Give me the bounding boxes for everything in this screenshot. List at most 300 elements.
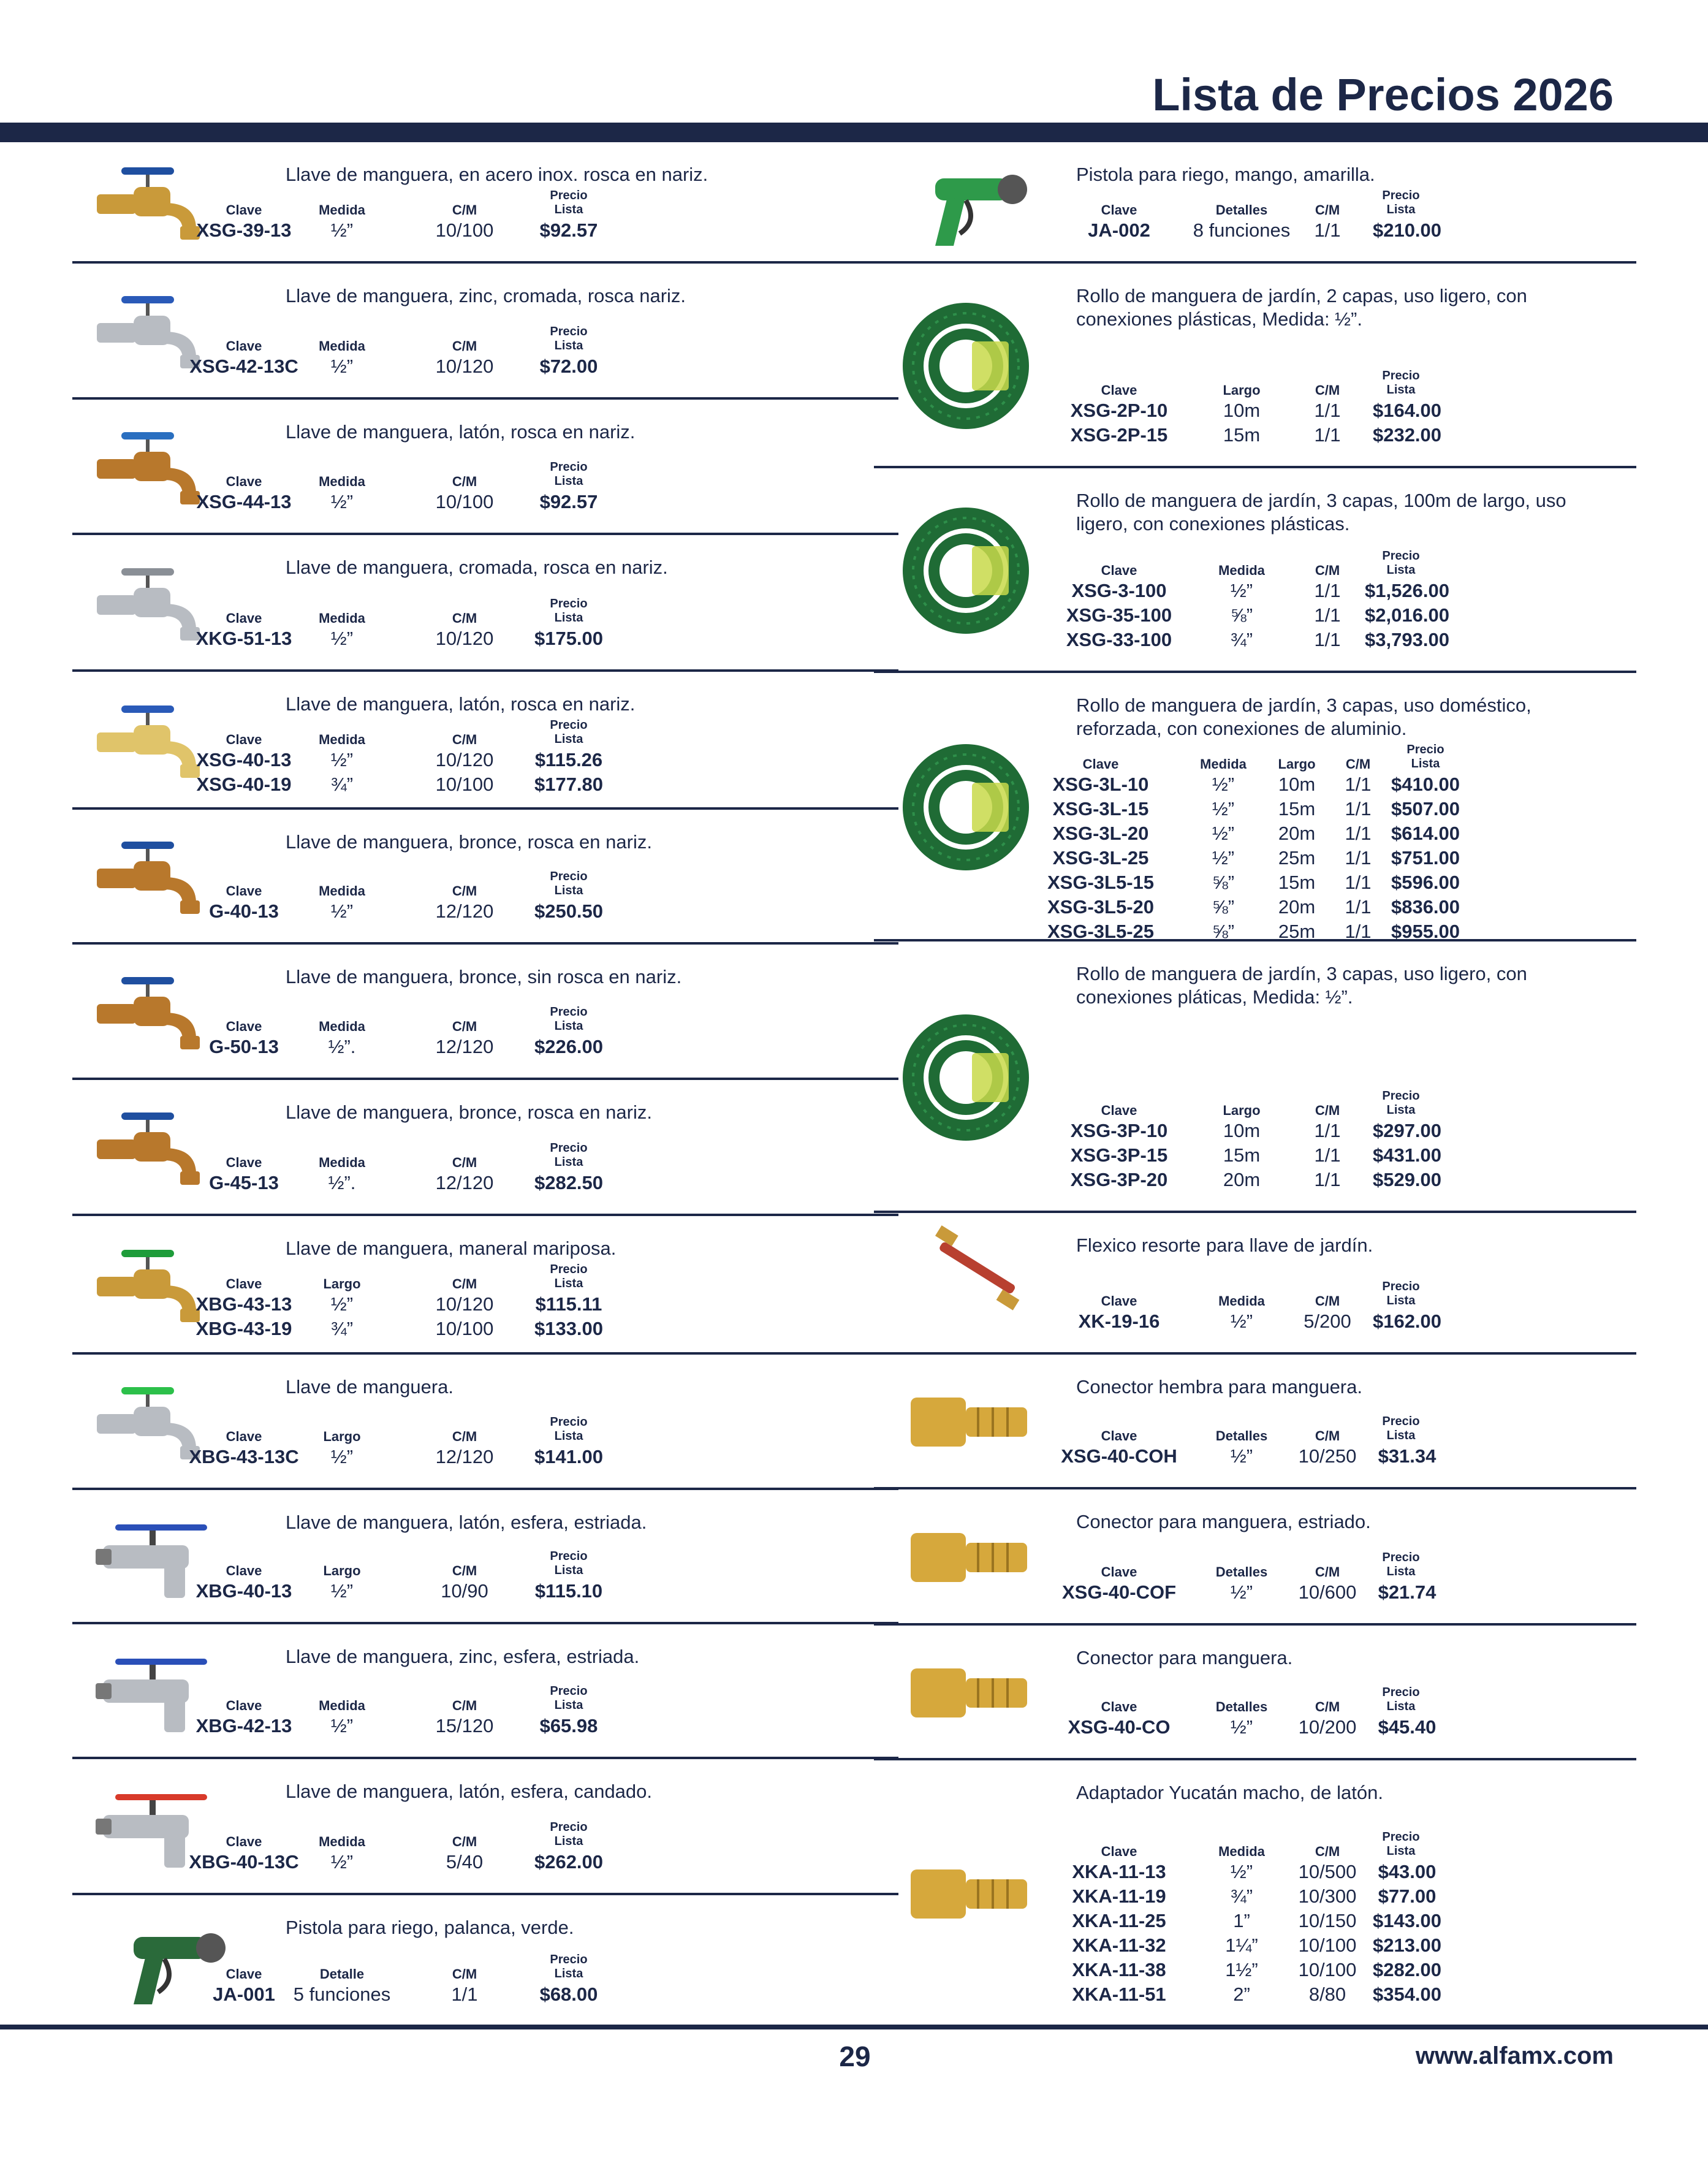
product-description: Pistola para riego, mango, amarilla. (1076, 164, 1375, 185)
pack-value: 10/600 (1298, 1581, 1357, 1603)
price-table (72, 1714, 898, 1738)
column-header: Detalle (319, 1966, 365, 1982)
product-block (72, 1080, 898, 1216)
column-header: Clave (226, 732, 262, 747)
table-row (72, 748, 898, 772)
price-value: $162.00 (1372, 1310, 1442, 1332)
spec-value: 15m (1223, 424, 1261, 446)
price-header-line: Precio (550, 1684, 588, 1698)
pack-value: 10/250 (1298, 1445, 1357, 1467)
price-value: $92.57 (539, 491, 598, 512)
table-row (72, 490, 898, 514)
spec-value: ½” (1230, 1310, 1253, 1332)
spec-value: ½” (1230, 1445, 1253, 1467)
price-value: $115.26 (534, 749, 603, 770)
price-table (72, 1850, 898, 1874)
length-value: 20m (1278, 896, 1316, 918)
table-row (874, 821, 1636, 846)
product-code: JA-001 (213, 1984, 275, 2005)
product-description: Llave de manguera, latón, esfera, estriada. (286, 1512, 647, 1533)
price-table (874, 1580, 1636, 1605)
product-code: XSG-2P-15 (1070, 424, 1168, 446)
pack-value: 10/120 (435, 628, 494, 649)
length-value: 25m (1278, 921, 1316, 942)
spec-value: ½”. (328, 1172, 356, 1193)
price-table (874, 218, 1636, 243)
product-block (72, 1355, 898, 1490)
pack-value: 1/1 (1314, 1169, 1341, 1190)
pack-value: 10/100 (435, 219, 494, 241)
table-row (72, 1317, 898, 1341)
column-header: C/M (452, 883, 477, 899)
product-description: Adaptador Yucatán macho, de latón. (1076, 1782, 1383, 1803)
price-header (1352, 1551, 1450, 1579)
price-header (520, 1141, 618, 1170)
price-value: $143.00 (1372, 1910, 1442, 1931)
price-value: $177.80 (534, 774, 604, 795)
table-row (874, 218, 1636, 243)
price-header-line: Lista (1386, 1103, 1416, 1117)
product-block (72, 810, 898, 945)
spec-value: ½” (330, 1293, 354, 1315)
product-code: XKA-11-25 (1072, 1910, 1166, 1931)
spec-value: 1½” (1225, 1959, 1258, 1980)
product-code: XSG-40-19 (196, 774, 292, 795)
price-header-line: Lista (554, 1835, 583, 1848)
product-code: XSG-40-COH (1061, 1445, 1177, 1467)
column-header: C/M (452, 474, 477, 489)
product-block (874, 1760, 1636, 2028)
price-value: $232.00 (1372, 424, 1442, 446)
column-header: Clave (1101, 1293, 1137, 1309)
column-header: Clave (226, 1698, 262, 1713)
pack-value: 10/100 (435, 491, 494, 512)
table-row (874, 895, 1636, 919)
spec-value: ½” (1230, 1581, 1253, 1603)
price-header-line: Lista (554, 1019, 583, 1033)
product-block (874, 1213, 1636, 1355)
product-description: Llave de manguera, cromada, rosca en nariz. (286, 557, 668, 578)
price-value: $354.00 (1372, 1984, 1442, 2005)
column-header: C/M (452, 1834, 477, 1849)
spec-value: ½” (330, 749, 354, 770)
price-value: $751.00 (1391, 847, 1460, 869)
price-header-line: Precio (1382, 1830, 1420, 1844)
price-value: $164.00 (1372, 400, 1442, 421)
price-table (72, 354, 898, 379)
column-header: C/M (452, 1966, 477, 1982)
column-header: C/M (1315, 1293, 1340, 1309)
product-code: XSG-35-100 (1066, 604, 1172, 626)
length-value: 25m (1278, 847, 1316, 869)
price-value: $115.10 (534, 1580, 603, 1602)
column-header: C/M (452, 1563, 477, 1578)
price-value: $297.00 (1372, 1120, 1442, 1141)
price-value: $115.11 (535, 1293, 602, 1315)
size-value: ½” (1212, 823, 1235, 844)
price-header-line: Lista (1411, 757, 1440, 770)
price-header-line: Precio (1382, 1089, 1420, 1103)
price-table (874, 1119, 1636, 1192)
price-header (520, 1953, 618, 1981)
product-code: XKG-51-13 (195, 628, 292, 649)
column-header: Clave (226, 474, 262, 489)
product-code: G-50-13 (209, 1036, 279, 1057)
price-header-line: Lista (554, 203, 583, 216)
product-block (72, 1895, 898, 2028)
length-value: 20m (1278, 823, 1316, 844)
product-code: XBG-43-13 (195, 1293, 292, 1315)
spec-value: ½”. (328, 1036, 356, 1057)
spec-value: 20m (1223, 1169, 1261, 1190)
product-description: Llave de manguera, bronce, sin rosca en nariz. (286, 966, 682, 987)
length-value: 15m (1278, 872, 1316, 893)
column-header: C/M (452, 1276, 477, 1291)
product-block (72, 945, 898, 1080)
price-value: $955.00 (1391, 921, 1460, 942)
footer-band (0, 2025, 1708, 2029)
spec-value: ½” (330, 1446, 354, 1467)
column-header: Largo (323, 1563, 361, 1578)
product-code: XBG-43-13C (189, 1446, 299, 1467)
pack-value: 1/1 (1314, 219, 1341, 241)
product-description: Llave de manguera, zinc, cromada, rosca nariz. (286, 285, 686, 306)
product-description: Rollo de manguera de jardín, 2 capas, uso ligero, con conexiones plásticas, Medida: ½”. (1076, 285, 1527, 330)
price-header-line: Precio (550, 1415, 588, 1429)
price-header-line: Precio (550, 870, 588, 883)
product-description: Conector hembra para manguera. (1076, 1376, 1362, 1398)
price-header-line: Precio (550, 1820, 588, 1834)
table-row (874, 1168, 1636, 1192)
table-row (874, 1580, 1636, 1605)
table-row (874, 603, 1636, 628)
price-value: $596.00 (1391, 872, 1460, 893)
product-block (874, 1355, 1636, 1489)
table-row (874, 870, 1636, 895)
product-description: Llave de manguera, latón, rosca en nariz. (286, 693, 636, 715)
column-header: Medida (319, 1019, 365, 1034)
product-code: XKA-11-19 (1072, 1885, 1166, 1907)
spec-value: ½” (1230, 580, 1253, 601)
price-header-line: Precio (1406, 743, 1444, 756)
price-table (72, 1171, 898, 1195)
pack-value: 10/500 (1298, 1861, 1357, 1882)
price-table (72, 1445, 898, 1469)
price-header-line: Precio (550, 325, 588, 338)
price-header-line: Lista (554, 1967, 583, 1980)
column-header: Clave (226, 1019, 262, 1034)
table-row (72, 1982, 898, 2007)
column-header: Medida (1218, 563, 1265, 578)
column-header: Largo (1223, 1103, 1261, 1118)
price-value: $282.00 (1372, 1959, 1442, 1980)
price-header-line: Lista (554, 1277, 583, 1290)
price-table (72, 1982, 898, 2007)
column-header: Clave (1082, 756, 1119, 772)
product-code: G-40-13 (209, 900, 279, 922)
price-header-line: Lista (1386, 563, 1416, 577)
product-description: Llave de manguera, bronce, rosca en nariz. (286, 831, 652, 853)
product-block (72, 1759, 898, 1895)
pack-value: 10/200 (1298, 1716, 1357, 1738)
product-code: XSG-3L-25 (1052, 847, 1149, 869)
column-header: Medida (319, 474, 365, 489)
table-row (874, 919, 1636, 944)
product-code: XKA-11-51 (1072, 1984, 1166, 2005)
pack-value: 1/1 (1314, 1120, 1341, 1141)
column-header: Medida (319, 338, 365, 354)
table-row (72, 899, 898, 924)
column-header: C/M (452, 732, 477, 747)
column-header: Medida (319, 202, 365, 218)
column-header: C/M (452, 610, 477, 626)
price-value: $529.00 (1372, 1169, 1442, 1190)
spec-value: 8 funciones (1193, 219, 1291, 241)
price-header-line: Precio (1382, 1686, 1420, 1699)
table-row (72, 1850, 898, 1874)
product-code: XSG-3L5-25 (1047, 921, 1154, 942)
price-value: $175.00 (534, 628, 604, 649)
product-code: XSG-3P-10 (1070, 1120, 1168, 1141)
column-header: Largo (1223, 382, 1261, 398)
page-number: 29 (839, 2041, 871, 2072)
price-value: $1,526.00 (1365, 580, 1449, 601)
price-header-line: Lista (1386, 1429, 1416, 1442)
price-header (520, 325, 618, 353)
product-code: XSG-3L5-15 (1047, 872, 1154, 893)
table-row (874, 579, 1636, 603)
column-header: C/M (452, 1429, 477, 1444)
column-header: Clave (226, 1563, 262, 1578)
spec-value: ½” (330, 1851, 354, 1873)
price-table (874, 1309, 1636, 1334)
size-value: ⅝” (1212, 872, 1235, 893)
price-header (1352, 549, 1450, 577)
spec-value: ¾” (330, 1318, 354, 1339)
table-row (874, 628, 1636, 652)
price-header-line: Precio (1382, 1280, 1420, 1293)
pack-value: 1/1 (1345, 798, 1372, 820)
spec-value: 1¼” (1225, 1934, 1258, 1956)
price-header-line: Precio (550, 1550, 588, 1563)
product-code: XSG-2P-10 (1070, 400, 1168, 421)
price-header (1352, 1415, 1450, 1443)
product-code: XBG-42-13 (195, 1715, 292, 1736)
price-value: $65.98 (539, 1715, 598, 1736)
price-value: $836.00 (1391, 896, 1460, 918)
spec-value: ½” (1230, 1861, 1253, 1882)
product-block (874, 1489, 1636, 1626)
product-description: Llave de manguera, latón, rosca en nariz. (286, 421, 636, 443)
price-header-line: Precio (550, 1953, 588, 1966)
table-row (874, 1119, 1636, 1143)
price-header-line: Lista (1386, 1700, 1416, 1713)
spec-value: ½” (330, 1580, 354, 1602)
column-header: Clave (1101, 1844, 1137, 1859)
product-description: Rollo de manguera de jardín, 3 capas, 100m de largo, uso ligero, con conexiones plásticas. (1076, 490, 1566, 534)
price-header-line: Lista (1386, 1294, 1416, 1307)
price-value: $250.50 (534, 900, 604, 922)
product-code: XSG-39-13 (196, 219, 292, 241)
price-header-line: Precio (1382, 1415, 1420, 1428)
product-code: XK-19-16 (1078, 1310, 1160, 1332)
column-header: Clave (1101, 1699, 1137, 1714)
price-header-line: Lista (1386, 1844, 1416, 1858)
column-header: C/M (452, 338, 477, 354)
price-value: $3,793.00 (1365, 629, 1449, 650)
pack-value: 1/1 (1345, 896, 1372, 918)
table-row (72, 626, 898, 651)
spec-value: ½” (1230, 1716, 1253, 1738)
pack-value: 10/100 (435, 774, 494, 795)
price-table (72, 490, 898, 514)
table-row (72, 1579, 898, 1603)
price-table (72, 218, 898, 243)
table-row (72, 218, 898, 243)
pack-value: 10/120 (435, 749, 494, 770)
product-code: XSG-40-13 (196, 749, 292, 770)
price-header-line: Precio (1382, 1551, 1420, 1564)
column-header: C/M (1315, 1564, 1340, 1580)
product-description: Llave de manguera, maneral mariposa. (286, 1238, 617, 1259)
table-row (874, 1933, 1636, 1958)
price-header-line: Lista (554, 611, 583, 625)
column-header: Clave (226, 1276, 262, 1291)
product-description: Rollo de manguera de jardín, 3 capas, uso doméstico, reforzada, con conexiones de aluminio. (1076, 694, 1532, 739)
spec-value: ¾” (1230, 1885, 1253, 1907)
product-block (874, 468, 1636, 673)
price-header-line: Lista (554, 884, 583, 897)
product-description: Llave de manguera, en acero inox. rosca en nariz. (286, 164, 708, 185)
product-code: XKA-11-38 (1072, 1959, 1166, 1980)
product-code: XKA-11-13 (1072, 1861, 1166, 1882)
column-header: C/M (1315, 1699, 1340, 1714)
pack-value: 1/1 (1314, 424, 1341, 446)
product-block (72, 142, 898, 264)
pack-value: 12/120 (435, 1172, 494, 1193)
price-header-line: Precio (550, 460, 588, 474)
table-row (874, 1909, 1636, 1933)
price-table (72, 899, 898, 924)
column-header: Largo (1278, 756, 1316, 772)
price-header (520, 1684, 618, 1713)
price-header-line: Lista (554, 1698, 583, 1712)
table-row (874, 398, 1636, 423)
product-block (72, 264, 898, 400)
pack-value: 1/1 (1314, 400, 1341, 421)
product-description: Conector para manguera. (1076, 1647, 1293, 1668)
table-row (72, 1171, 898, 1195)
product-code: XSG-33-100 (1066, 629, 1172, 650)
column-header: Medida (319, 883, 365, 899)
table-row (72, 1035, 898, 1059)
price-header-line: Precio (1382, 369, 1420, 382)
column-header: Medida (319, 1698, 365, 1713)
price-header (520, 1263, 618, 1291)
price-header (1352, 1830, 1450, 1858)
pack-value: 15/120 (435, 1715, 494, 1736)
pack-value: 1/1 (1314, 629, 1341, 650)
price-header-line: Lista (1386, 1565, 1416, 1578)
price-header-line: Precio (550, 1141, 588, 1155)
pack-value: 1/1 (1345, 921, 1372, 942)
price-value: $2,016.00 (1365, 604, 1449, 626)
pack-value: 10/100 (1298, 1934, 1357, 1956)
price-header (1352, 1686, 1450, 1714)
price-value: $68.00 (539, 1984, 598, 2005)
pack-value: 10/150 (1298, 1910, 1357, 1931)
price-value: $410.00 (1391, 774, 1460, 795)
product-code: XBG-40-13C (189, 1851, 299, 1873)
column-header: Detalles (1215, 202, 1268, 218)
price-header-line: Lista (554, 1429, 583, 1443)
pack-value: 1/1 (1314, 604, 1341, 626)
price-header-line: Lista (1386, 203, 1416, 216)
price-value: $21.74 (1378, 1581, 1437, 1603)
price-table (72, 1579, 898, 1603)
price-header-line: Lista (554, 1564, 583, 1577)
spec-value: ½” (330, 219, 354, 241)
table-row (874, 797, 1636, 821)
column-header: Largo (323, 1429, 361, 1444)
table-row (72, 772, 898, 797)
pack-value: 12/120 (435, 1036, 494, 1057)
size-value: ⅝” (1212, 896, 1235, 918)
spec-value: 1” (1233, 1910, 1250, 1931)
spec-value: ⅝” (1230, 604, 1253, 626)
column-header: Clave (1101, 1564, 1137, 1580)
price-value: $282.50 (534, 1172, 604, 1193)
column-header: Medida (1218, 1844, 1265, 1859)
column-header: Clave (226, 338, 262, 354)
spec-value: ½” (330, 628, 354, 649)
table-row (874, 1982, 1636, 2007)
size-value: ½” (1212, 798, 1235, 820)
column-header: Clave (226, 202, 262, 218)
column-header: Clave (1101, 202, 1137, 218)
price-header (520, 1820, 618, 1849)
pack-value: 12/120 (435, 1446, 494, 1467)
price-value: $72.00 (539, 356, 598, 377)
pack-value: 1/1 (1345, 774, 1372, 795)
pack-value: 10/100 (435, 1318, 494, 1339)
product-code: XBG-40-13 (195, 1580, 292, 1602)
spec-value: 5 funciones (293, 1984, 391, 2005)
product-block (72, 1624, 898, 1759)
price-header (1352, 369, 1450, 397)
table-row (72, 1292, 898, 1317)
pack-value: 1/1 (1345, 872, 1372, 893)
table-row (874, 1860, 1636, 1884)
pack-value: 1/1 (1314, 580, 1341, 601)
website-link[interactable]: www.alfamx.com (1415, 2042, 1614, 2069)
price-value: $431.00 (1372, 1144, 1442, 1166)
pack-value: 10/120 (435, 356, 494, 377)
product-code: XSG-3-100 (1071, 580, 1167, 601)
column-header: Clave (1101, 1428, 1137, 1443)
price-header (1352, 189, 1450, 217)
price-header-line: Lista (1386, 383, 1416, 397)
column-header: Clave (226, 610, 262, 626)
column-header: C/M (1345, 756, 1371, 772)
price-value: $45.40 (1378, 1716, 1437, 1738)
price-table (874, 1715, 1636, 1740)
price-value: $226.00 (534, 1036, 604, 1057)
price-table (874, 579, 1636, 652)
price-table (72, 626, 898, 651)
size-value: ½” (1212, 847, 1235, 869)
length-value: 15m (1278, 798, 1316, 820)
